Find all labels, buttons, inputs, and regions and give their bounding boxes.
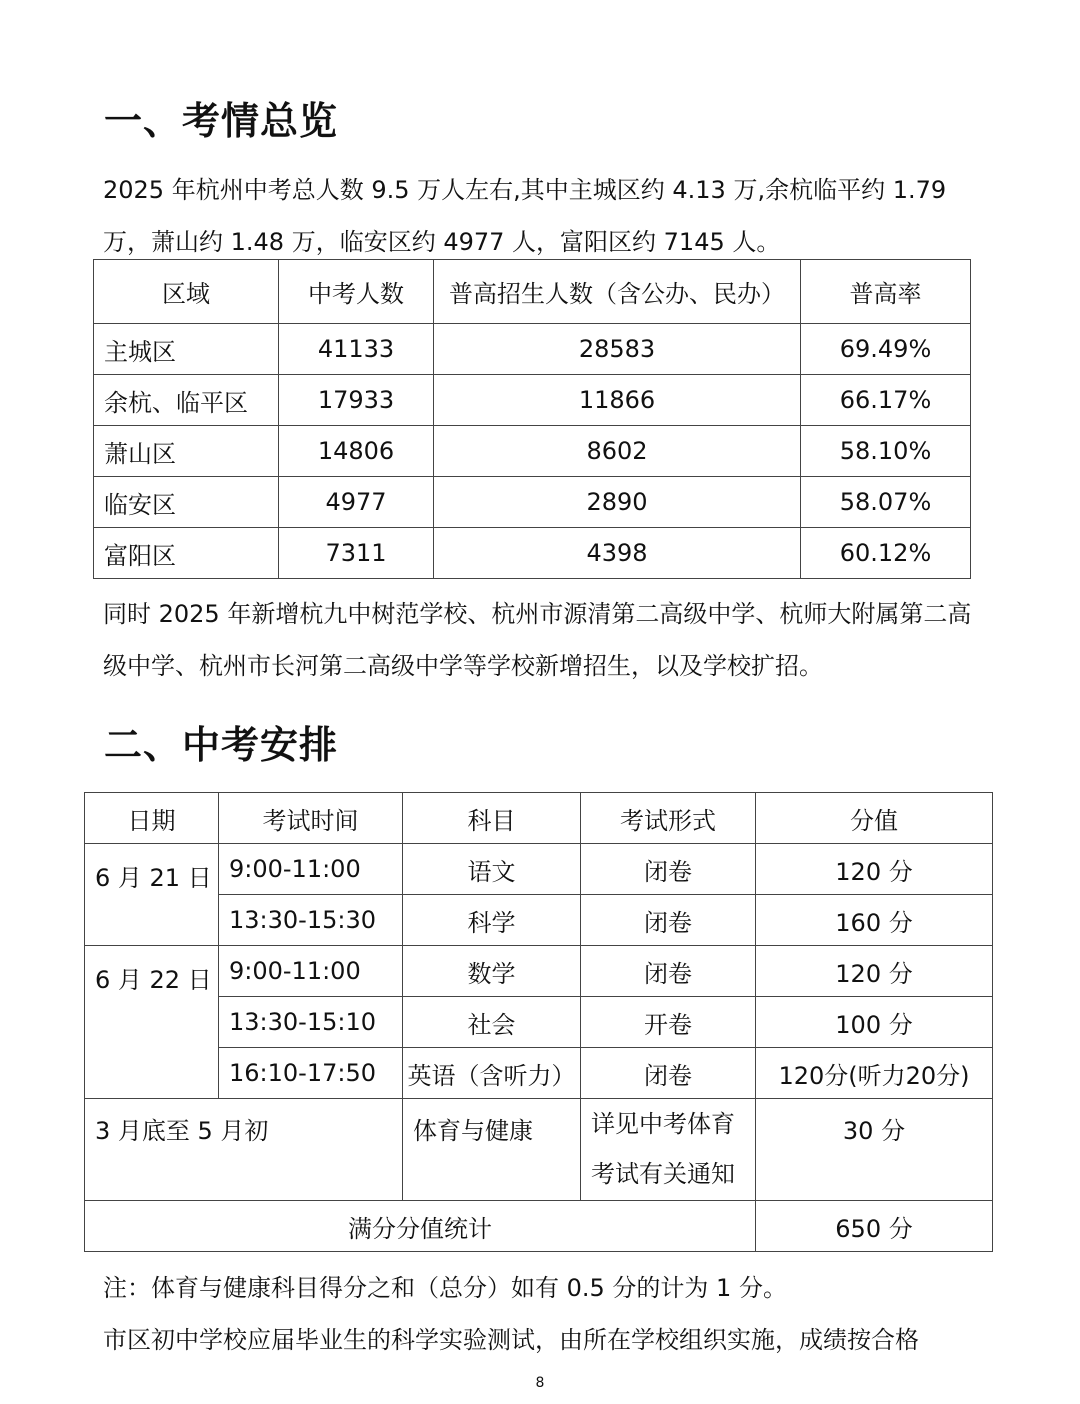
cell-rate: 58.07%	[801, 477, 971, 528]
cell-form: 闭卷	[581, 1048, 756, 1099]
header-enrollment: 普高招生人数（含公办、民办）	[434, 260, 801, 324]
table-header-row	[94, 260, 971, 324]
cell-rate: 69.49%	[801, 324, 971, 375]
cell-rate: 66.17%	[801, 375, 971, 426]
cell-pe-period: 3 月底至 5 月初	[85, 1099, 403, 1201]
cell-time: 16:10-17:50	[219, 1048, 403, 1099]
table-row	[94, 528, 971, 579]
section1-note: 同时 2025 年新增杭九中树范学校、杭州市源清第二高级中学、杭师大附属第二高级中学、杭州市长河第二高级中学等学校新增招生，以及学校扩招。	[103, 600, 972, 680]
table-row	[94, 477, 971, 528]
cell-form: 闭卷	[581, 844, 756, 895]
cell-region: 萧山区	[94, 426, 279, 477]
cell-score: 120 分	[756, 946, 993, 997]
header-date: 日期	[85, 793, 219, 844]
cell-rate: 60.12%	[801, 528, 971, 579]
table-row	[85, 895, 993, 946]
cell-candidates: 4977	[279, 477, 434, 528]
section1-intro: 2025 年杭州中考总人数 9.5 万人左右,其中主城区约 4.13 万,余杭临平约 1.79 万，萧山约 1.48 万，临安区约 4977 人，富阳区约 7145 人。	[103, 176, 947, 256]
table-row	[94, 324, 971, 375]
cell-time: 13:30-15:30	[219, 895, 403, 946]
cell-enrollment: 8602	[434, 426, 801, 477]
table-row	[85, 997, 993, 1048]
cell-pe-score: 30 分	[756, 1099, 993, 1201]
cell-pe-subject: 体育与健康	[403, 1099, 581, 1201]
cell-candidates: 14806	[279, 426, 434, 477]
cell-total-label: 满分分值统计	[85, 1201, 756, 1252]
section1-heading: 一、考情总览	[104, 99, 339, 143]
cell-form: 开卷	[581, 997, 756, 1048]
exam-schedule-table	[84, 792, 993, 1252]
cell-candidates: 7311	[279, 528, 434, 579]
cell-region: 临安区	[94, 477, 279, 528]
header-score: 分值	[756, 793, 993, 844]
table-row	[85, 1201, 993, 1252]
cell-candidates: 17933	[279, 375, 434, 426]
header-time: 考试时间	[219, 793, 403, 844]
section2-heading: 二、中考安排	[104, 723, 339, 767]
cell-time: 9:00-11:00	[219, 946, 403, 997]
cell-score: 120 分	[756, 844, 993, 895]
cell-form: 闭卷	[581, 946, 756, 997]
cell-time: 9:00-11:00	[219, 844, 403, 895]
table-row	[85, 1048, 993, 1099]
header-region: 区域	[94, 260, 279, 324]
header-subject: 科目	[403, 793, 581, 844]
cell-enrollment: 2890	[434, 477, 801, 528]
section2-note1: 注：体育与健康科目得分之和（总分）如有 0.5 分的计为 1 分。	[103, 1274, 787, 1302]
cell-subject: 社会	[403, 997, 581, 1048]
cell-enrollment: 11866	[434, 375, 801, 426]
header-candidates: 中考人数	[279, 260, 434, 324]
cell-candidates: 41133	[279, 324, 434, 375]
cell-score: 120分(听力20分)	[756, 1048, 993, 1099]
cell-time: 13:30-15:10	[219, 997, 403, 1048]
cell-subject: 科学	[403, 895, 581, 946]
page-number: 8	[535, 1375, 545, 1391]
cell-rate: 58.10%	[801, 426, 971, 477]
cell-enrollment: 28583	[434, 324, 801, 375]
table-row	[94, 426, 971, 477]
cell-score: 160 分	[756, 895, 993, 946]
cell-subject: 语文	[403, 844, 581, 895]
cell-form: 闭卷	[581, 895, 756, 946]
header-rate: 普高率	[801, 260, 971, 324]
table-row	[85, 946, 993, 997]
cell-enrollment: 4398	[434, 528, 801, 579]
cell-region: 主城区	[94, 324, 279, 375]
cell-total-score: 650 分	[756, 1201, 993, 1252]
section2-note2: 市区初中学校应届毕业生的科学实验测试，由所在学校组织实施，成绩按合格	[103, 1326, 919, 1354]
table-row	[85, 1099, 993, 1201]
cell-region: 富阳区	[94, 528, 279, 579]
header-form: 考试形式	[581, 793, 756, 844]
exam-stats-table	[93, 259, 971, 579]
cell-region: 余杭、临平区	[94, 375, 279, 426]
cell-date: 6 月 22 日	[85, 946, 219, 1099]
cell-subject: 英语（含听力）	[403, 1048, 581, 1099]
cell-pe-form: 详见中考体育考试有关通知	[581, 1099, 756, 1201]
cell-date: 6 月 21 日	[85, 844, 219, 946]
cell-subject: 数学	[403, 946, 581, 997]
table-row	[94, 375, 971, 426]
table-header-row	[85, 793, 993, 844]
cell-score: 100 分	[756, 997, 993, 1048]
table-row	[85, 844, 993, 895]
